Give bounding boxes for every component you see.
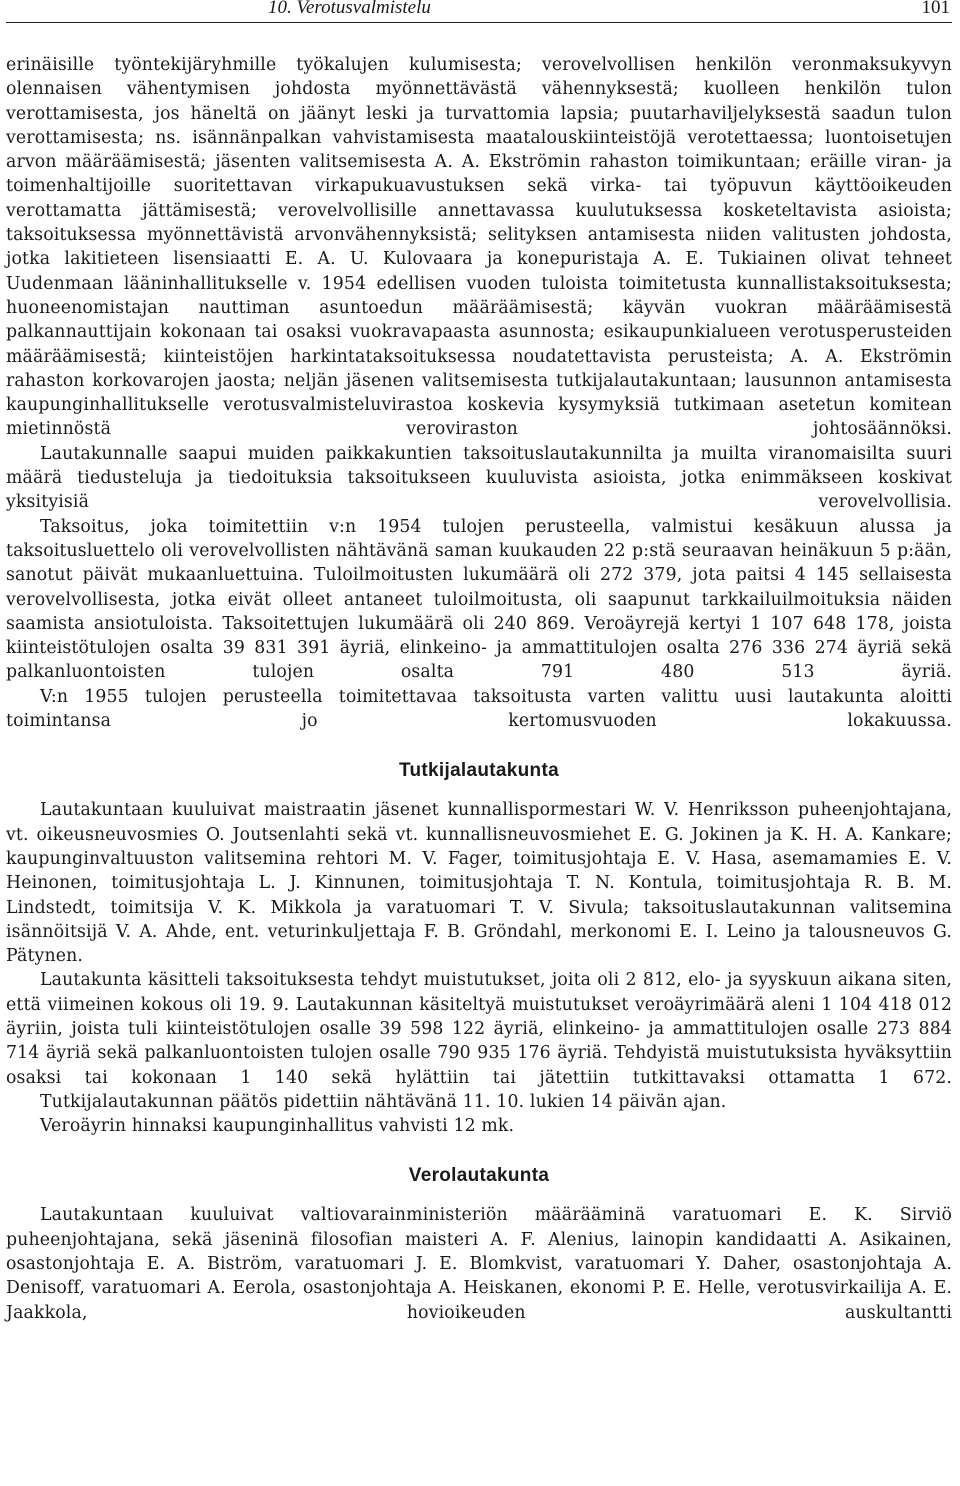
paragraph-taxation-1954: Taksoitus, joka toimitettiin v:n 1954 tulojen perusteella, valmistui kesäkuun alussa ja taksoitusluettelo oli verovelvollisten nähtävänä saman kuukauden 22 p:stä seuraavan heinäkuun 5 p:ään, sanotut päivät mukaanluettuina. Tuloilmoitusten lukumäärä oli 272 379, jota paitsi 4 145 sellaisesta verovelvollisesta, jotka eivät olleet antaneet tuloilmoitusta, oli saapunut tarkkailuilmoituksia näiden saamista ansiotuloista. Taksoitettujen lukumäärä oli 240 869. Veroäyrejä kertyi 1 107 648 178, joista kiinteistötulojen osalta 39 831 391 äyriä, elinkeino- ja ammattitulojen osalta 276 336 274 äyriä sekä palkanluontoisten tulojen osalta 791 480 513 äyriä. — [6, 516, 952, 683]
paragraph-tutkija-complaints: Lautakunta käsitteli taksoituksesta tehdyt muistutukset, joita oli 2 812, elo- ja syyskuun aikana siten, että viimeinen kokous oli 19. 9. Lautakunnan käsiteltyä muistutukset veroäyrimäärä aleni 1 104 418 012 äyriin, joista tuli kiinteistötulojen osalle 39 598 122 äyriä, elinkeino- ja ammattitulojen osalle 273 884 714 äyriä sekä palkanluontoisten tulojen osalle 790 935 176 äyriä. Tehdyistä muistutuksista hyväksyttiin osaksi tai kokonaan 1 140 sekä hylättiin tai jätettiin tutkittavaksi ottamatta 1 672. — [6, 970, 952, 1088]
running-head — [6, 0, 952, 23]
intro-paragraph: erinäisille työntekijäryhmille työkalujen kulumisesta; verovelvollisen henkilön veronmaksukyvyn olennaisen vähentymisen johdosta myönnettävästä vähennyksestä; kuolleen henkilön tulon verottamisesta, jos häneltä on jäänyt leski ja turvattomia lapsia; puutarhaviljelyksestä saadun tulon verottamisesta; ns. isännänpalkan vahvistamisesta maatalouskiinteistöjä verotettaessa; luontoisetujen arvon määräämisestä; jäsenten valitsemisesta A. A. Ekströmin rahaston toimikuntaan; eräille viran- ja toimenhaltijoille suoritettavan virkapukuavustuksen sekä virka- tai työpuvun käyttöoikeuden verottamatta jättämisestä; verovelvollisille annettavassa kuulutuksessa kosketeltavista asioista; taksoituksessa myönnettävistä arvonvähennyksistä; selityksen antamisesta niiden valitusten johdosta, jotka lakitieteen lisensiaatti E. A. U. Kulovaara ja konepuristaja A. E. Tukiainen olivat tehneet Uudenmaan lääninhallitukselle v. 1954 edellisen vuoden tuloista toimitetusta kunnallistaksoituksesta; huoneenomistajan nauttiman asuntoedun määräämisestä; käyvän vuokran määräämisestä palkannauttijain kokonaan tai osaksi vuokravapaasta asunnosta; esikaupunkialueen verotusperusteiden määräämisestä; kiinteistöjen harkintataksoituksessa noudatettavista perusteista; A. A. Ekströmin rahaston korkovarojen jaosta; neljän jäsenen valitsemisesta tutkijalautakuntaan; lausunnon antamisesta kaupunginhallitukselle verotusvalmisteluvirastoa koskevia kysymyksiä tutkimaan asetetun komitean mietinnöstä veroviraston johtosäännöksi. — [6, 55, 952, 440]
running-head-title: 10. Verotusvalmistelu — [268, 0, 431, 18]
paragraph-tutkija-decision: Tutkijalautakunnan päätös pidettiin nähtävänä 11. 10. lukien 14 päivän ajan. — [40, 1091, 727, 1112]
page-body — [6, 53, 952, 1325]
paragraph-vero-members: Lautakuntaan kuuluivat valtiovarainministeriön määrääminä varatuomari E. K. Sirviö puheenjohtajana, sekä jäseninä filosofian maisteri A. F. Alenius, lainopin kandidaatti A. Asikainen, osastonjohtaja E. A. Biström, varatuomari J. E. Blomkvist, varatuomari Y. Daher, osastonjohtaja A. Denisoff, varatuomari A. Eerola, osastonjohtaja A. Heiskanen, ekonomi P. E. Helle, verotusvirkailija A. E. Jaakkola, hovioikeuden auskultantti — [6, 1205, 952, 1323]
section-heading-tutkijalautakunta: Tutkijalautakunta — [399, 760, 559, 782]
paragraph-new-board-1955: V:n 1955 tulojen perusteella toimitettavaa taksoitusta varten valittu uusi lautakunta aloitti toimintansa jo kertomusvuoden lokakuussa. — [6, 686, 952, 732]
section-heading-verolautakunta: Verolautakunta — [408, 1165, 550, 1187]
paragraph-tutkija-members: Lautakuntaan kuuluivat maistraatin jäsenet kunnallispormestari W. V. Henriksson puheenjohtajana, vt. oikeusneuvosmies O. Joutsenlahti sekä vt. kunnallisneuvosmiehet E. G. Jokinen ja K. H. A. Kankare; kaupunginvaltuuston valitsemina rehtori M. V. Fager, toimitusjohtaja E. V. Hasa, asemamamies E. V. Heinonen, toimitusjohtaja L. J. Kinnunen, toimitusjohtaja T. N. Kontula, toimitusjohtaja R. B. M. Lindstedt, toimitsija V. K. Mikkola ja varatuomari T. V. Sivula; taksoituslautakunnan valitsemina isännöitsijä V. A. Ahde, ent. veturinkuljettaja F. B. Gröndahl, merkonomi E. I. Leino ja talousneuvos G. Pätynen. — [6, 800, 952, 967]
paragraph-tutkija-price: Veroäyrin hinnaksi kaupunginhallitus vahvisti 12 mk. — [40, 1116, 515, 1137]
paragraph-inquiries: Lautakunnalle saapui muiden paikkakuntien taksoituslautakunnilta ja muilta viranomaisilta suuri määrä tiedusteluja ja tiedoituksia taksoitukseen kuuluvista asioista, jotka enimmäkseen koskivat yksityisiä verovelvollisia. — [6, 443, 952, 513]
page-number: 101 — [921, 0, 950, 18]
